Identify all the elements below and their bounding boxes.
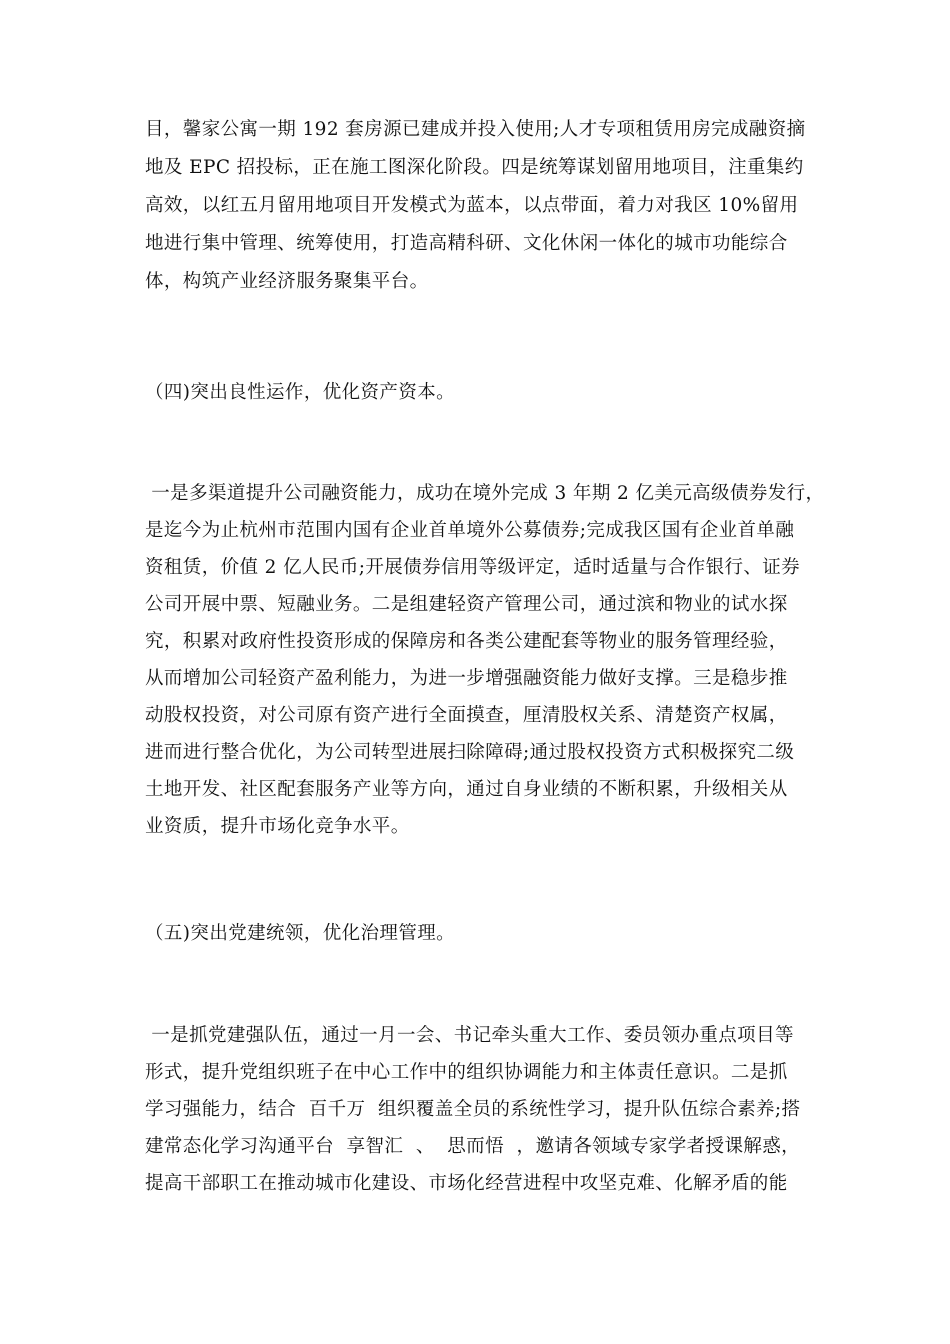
paragraph-1-line-2: 地及 EPC 招投标，正在施工图深化阶段。四是统筹谋划留用地项目，注重集约 bbox=[145, 157, 804, 178]
paragraph-2-line-6: 从而增加公司轻资产盈利能力，为进一步增强融资能力做好支撑。三是稳步推 bbox=[145, 668, 788, 689]
paragraph-1-line-5: 体，构筑产业经济服务聚集平台。 bbox=[145, 271, 429, 292]
paragraph-2-line-9: 土地开发、社区配套服务产业等方向，通过自身业绩的不断积累，升级相关从 bbox=[145, 779, 788, 800]
paragraph-2-line-3: 资租赁，价值 2 亿人民币;开展债券信用等级评定，适时适量与合作银行、证券 bbox=[145, 557, 801, 578]
section-heading-5: （五)突出党建统领，优化治理管理。 bbox=[145, 923, 456, 944]
paragraph-2-line-2: 是迄今为止杭州市范围内国有企业首单境外公募债券;完成我区国有企业首单融 bbox=[145, 520, 795, 541]
paragraph-2-line-1: 一是多渠道提升公司融资能力，成功在境外完成 3 年期 2 亿美元高级债券发行， bbox=[145, 483, 825, 504]
paragraph-3-line-2: 形式，提升党组织班子在中心工作中的组织协调能力和主体责任意识。二是抓 bbox=[145, 1062, 788, 1083]
paragraph-2-line-4: 公司开展中票、短融业务。二是组建轻资产管理公司，通过滨和物业的试水探 bbox=[145, 594, 788, 615]
paragraph-2-line-7: 动股权投资，对公司原有资产进行全面摸查，厘清股权关系、清楚资产权属， bbox=[145, 705, 788, 726]
paragraph-2-line-8: 进而进行整合优化，为公司转型进展扫除障碍;通过股权投资方式积极探究二级 bbox=[145, 742, 795, 763]
paragraph-2-line-10: 业资质，提升市场化竞争水平。 bbox=[145, 816, 410, 837]
paragraph-2-line-5: 究，积累对政府性投资形成的保障房和各类公建配套等物业的服务管理经验， bbox=[145, 631, 788, 652]
paragraph-1-line-1: 目，馨家公寓一期 192 套房源已建成并投入使用;人才专项租赁用房完成融资摘 bbox=[145, 119, 806, 140]
paragraph-3-line-4: 建常态化学习沟通平台 享智汇 、 思而悟 ，邀请各领域专家学者授课解惑， bbox=[145, 1136, 801, 1157]
paragraph-1-line-3: 高效，以红五月留用地项目开发模式为蓝本，以点带面，着力对我区 10%留用 bbox=[145, 195, 799, 216]
paragraph-3-line-5: 提高干部职工在推动城市化建设、市场化经营进程中攻坚克难、化解矛盾的能 bbox=[145, 1173, 788, 1194]
paragraph-3-line-1: 一是抓党建强队伍，通过一月一会、书记牵头重大工作、委员领办重点项目等 bbox=[145, 1025, 794, 1046]
section-heading-4: （四)突出良性运作，优化资产资本。 bbox=[145, 382, 456, 403]
paragraph-3-line-3: 学习强能力，结合 百千万 组织覆盖全员的系统性学习，提升队伍综合素养;搭 bbox=[145, 1099, 801, 1120]
paragraph-1-line-4: 地进行集中管理、统筹使用，打造高精科研、文化休闲一体化的城市功能综合 bbox=[145, 233, 788, 254]
